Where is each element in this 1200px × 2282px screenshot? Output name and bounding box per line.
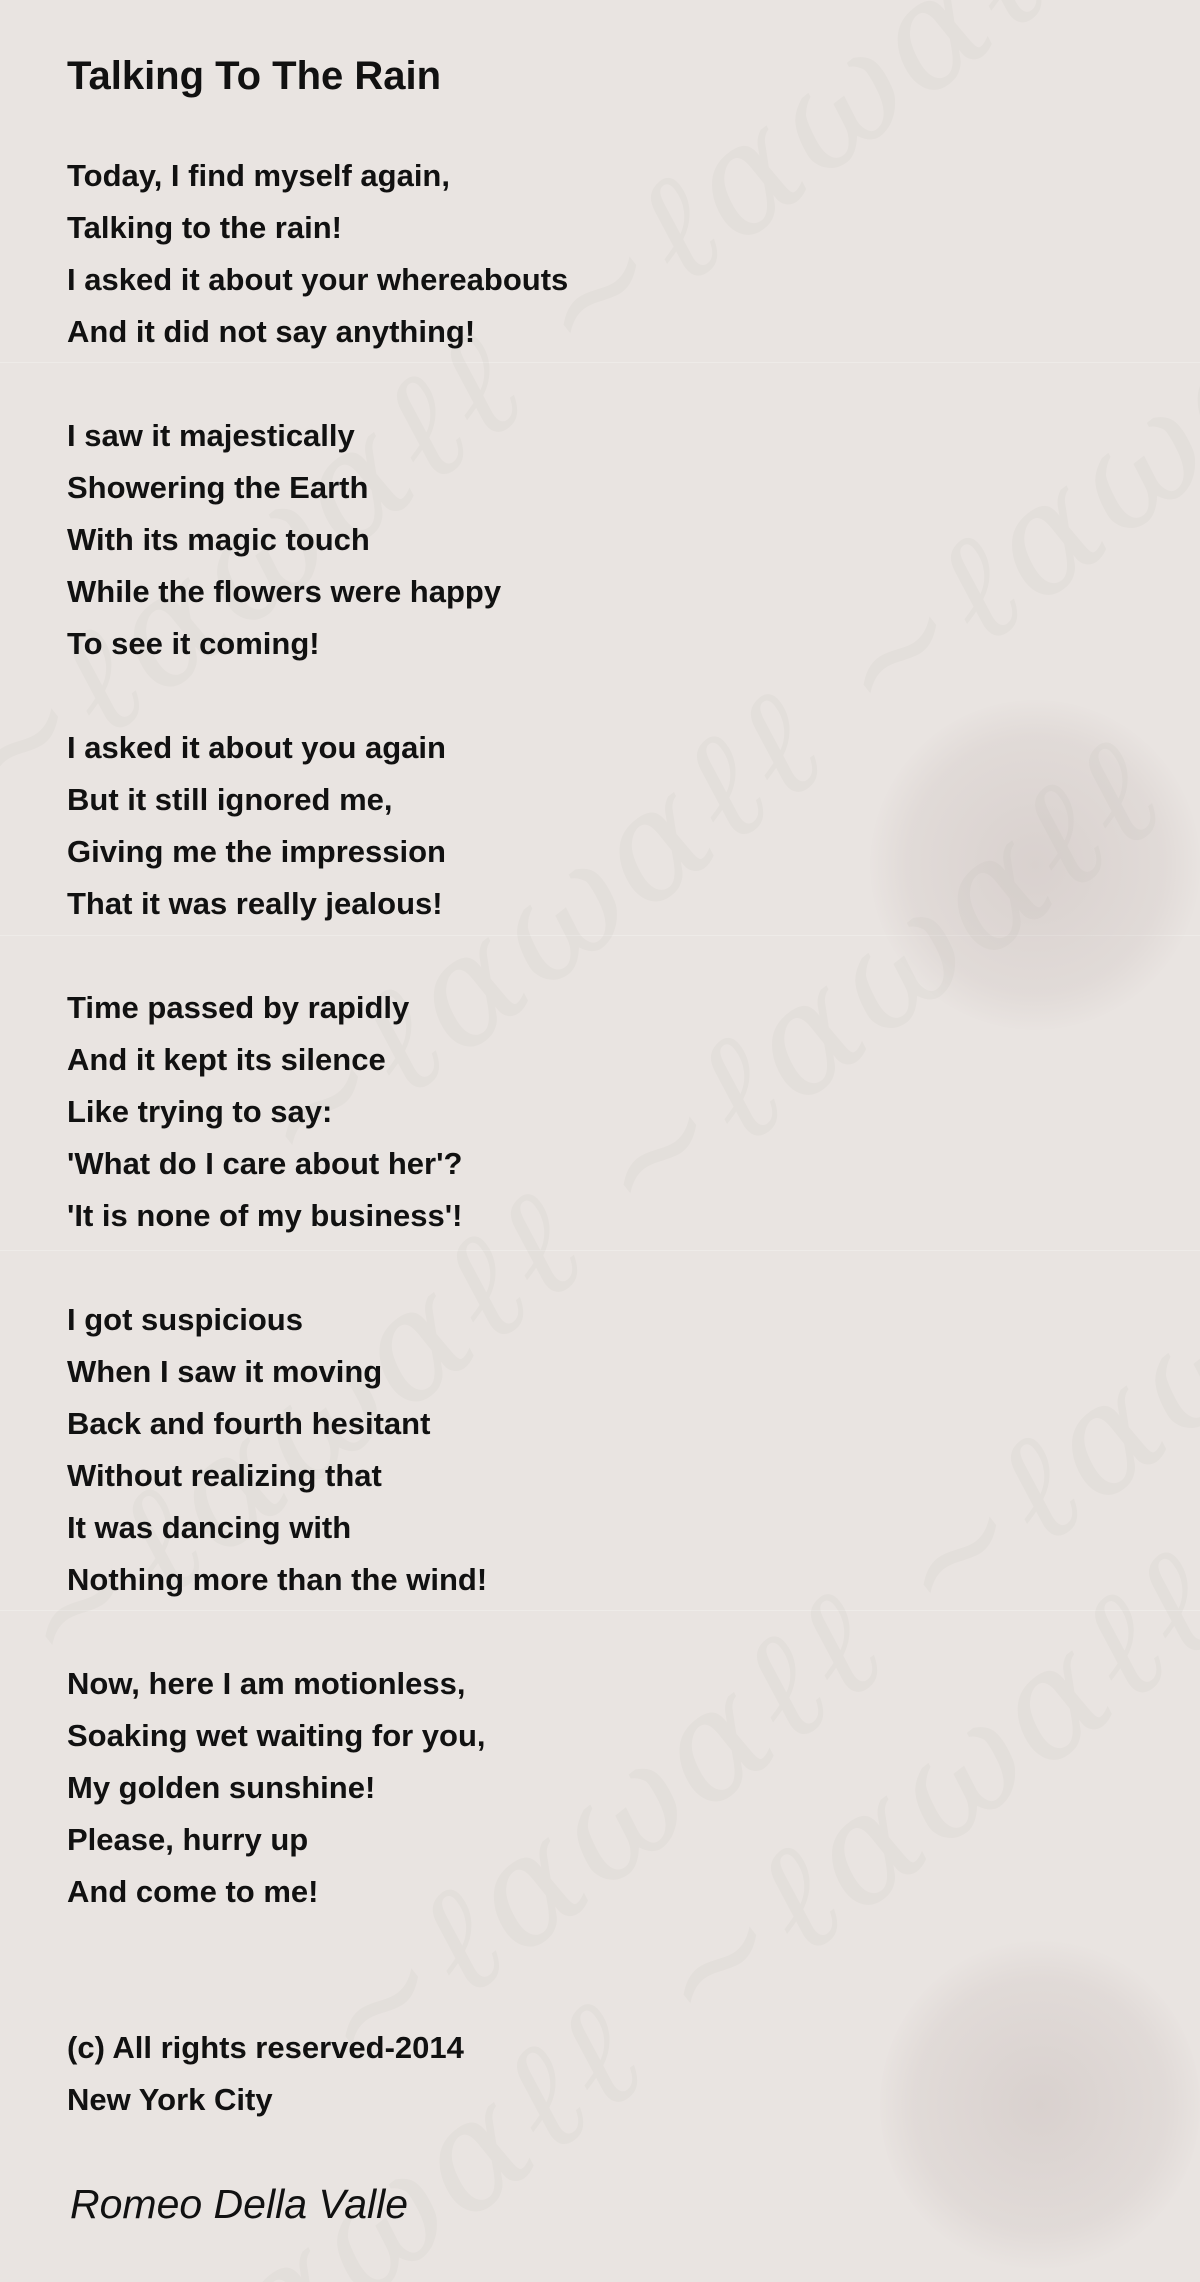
poem-line: Without realizing that <box>67 1458 382 1493</box>
copyright-line: (c) All rights reserved-2014 <box>67 2030 464 2065</box>
poem-line: Giving me the impression <box>67 834 446 869</box>
poem-stanza <box>67 1658 1127 1918</box>
poem-line: But it still ignored me, <box>67 782 393 817</box>
poem-stanza <box>67 1294 1127 1606</box>
poem-line: Like trying to say: <box>67 1094 333 1129</box>
poem-line: Soaking wet waiting for you, <box>67 1718 486 1753</box>
poem-line: When I saw it moving <box>67 1354 383 1389</box>
poem-line: Back and fourth hesitant <box>67 1406 431 1441</box>
poem-line: Now, here I am motionless, <box>67 1666 466 1701</box>
location-line: New York City <box>67 2082 273 2117</box>
poem-line: I asked it about you again <box>67 730 446 765</box>
poem-stanza <box>67 150 1127 358</box>
poem-line: I saw it majestically <box>67 418 355 453</box>
poem-line: 'It is none of my business'! <box>67 1198 463 1233</box>
poem-stanza <box>67 722 1127 930</box>
poem-card <box>67 48 1127 2232</box>
poem-stanza <box>67 982 1127 1242</box>
poem-line: Please, hurry up <box>67 1822 309 1857</box>
poem-line: I asked it about your whereabouts <box>67 262 569 297</box>
poem-line: It was dancing with <box>67 1510 352 1545</box>
poem-line: To see it coming! <box>67 626 320 661</box>
poem-body <box>67 150 1127 2126</box>
poem-line: Showering the Earth <box>67 470 369 505</box>
poem-line: My golden sunshine! <box>67 1770 376 1805</box>
poem-line: That it was really jealous! <box>67 886 443 921</box>
poem-stanza <box>67 410 1127 670</box>
poem-author: Romeo Della Valle <box>70 2181 409 2227</box>
poem-line: And it did not say anything! <box>67 314 476 349</box>
poem-line: Nothing more than the wind! <box>67 1562 488 1597</box>
poem-line: Today, I find myself again, <box>67 158 450 193</box>
poem-title: Talking To The Rain <box>67 54 442 98</box>
poem-line: Time passed by rapidly <box>67 990 410 1025</box>
poem-line: With its magic touch <box>67 522 370 557</box>
poem-line: And come to me! <box>67 1874 319 1909</box>
poem-line: While the flowers were happy <box>67 574 502 609</box>
copyright-notes <box>67 2022 1127 2126</box>
poem-line: 'What do I care about her'? <box>67 1146 463 1181</box>
poem-line: I got suspicious <box>67 1302 303 1337</box>
poem-line: Talking to the rain! <box>67 210 342 245</box>
poem-line: And it kept its silence <box>67 1042 386 1077</box>
